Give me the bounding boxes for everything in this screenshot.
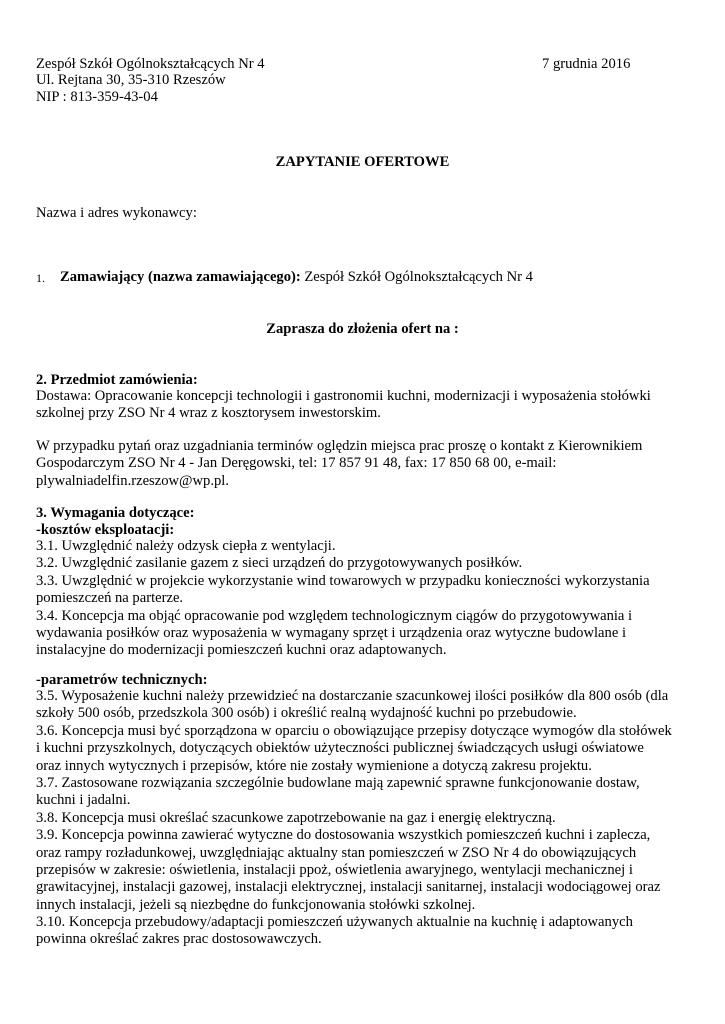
contact-line: W przypadku pytań oraz uzgadniania terminów oględzin miejsca prac proszę o kontakt z Kierownikiem bbox=[36, 438, 643, 454]
invitation-heading: Zaprasza do złożenia ofert na : bbox=[266, 321, 459, 337]
costs-heading: -kosztów eksploatacji: bbox=[36, 522, 175, 538]
contact-line: plywalniadelfin.rzeszow@wp.pl. bbox=[36, 472, 229, 489]
costs-line: 3.4. Koncepcja ma objąć opracowanie pod względem technologicznym ciągów do przygotowywania i bbox=[36, 607, 633, 624]
tech-line: oraz rampy rozładunkowej, uwzględniając aktualny stan pomieszczeń w ZSO Nr 4 do obowiązujących bbox=[36, 844, 637, 861]
costs-list bbox=[36, 538, 650, 660]
document-title: ZAPYTANIE OFERTOWE bbox=[275, 154, 450, 170]
tech-line: szkoły 500 osób, przedszkola 300 osób) i określić realną wydajność kuchni po przebudowie. bbox=[36, 705, 577, 722]
org-address: Ul. Rejtana 30, 35-310 Rzeszów bbox=[36, 72, 226, 88]
tech-line: 3.6. Koncepcja musi być sporządzona w oparciu o obowiązujące przepisy dotyczące wymogów dla stołówek bbox=[36, 722, 672, 739]
tech-line: 3.8. Koncepcja musi określać szacunkowe zapotrzebowanie na gaz i energię elektryczną. bbox=[36, 809, 556, 826]
org-name: Zespół Szkół Ogólnokształcących Nr 4 bbox=[36, 56, 265, 72]
tech-line: 3.10. Koncepcja przebudowy/adaptacji pomieszczeń używanych aktualnie na kuchnię i adaptowanych bbox=[36, 914, 633, 931]
tech-line: grawitacyjnej, instalacji gazowej, instalacji elektrycznej, instalacji sanitarnej, instalacji wodociągowej oraz bbox=[36, 879, 661, 896]
document-date: 7 grudnia 2016 bbox=[542, 56, 631, 72]
costs-line: 3.1. Uwzględnić należy odzysk ciepła z wentylacji. bbox=[36, 538, 336, 554]
tech-line: 3.5. Wyposażenie kuchni należy przewidzieć na dostarczanie szacunkowej ilości posiłków dla 800 osób (dla bbox=[36, 688, 669, 704]
contractor-label: Nazwa i adres wykonawcy: bbox=[36, 205, 197, 221]
section1-value: Zespół Szkół Ogólnokształcących Nr 4 bbox=[300, 269, 533, 285]
delivery-line: Dostawa: Opracowanie koncepcji technologii i gastronomii kuchni, modernizacji i wyposażenia stołówki bbox=[36, 388, 651, 404]
section3-heading: 3. Wymagania dotyczące: bbox=[36, 505, 195, 521]
tech-line: powinna określać zakres prac dostosowawczych. bbox=[36, 931, 322, 948]
costs-line: wydawania posiłków oraz wyposażenia w wymagany sprzęt i urządzenia oraz wytyczne budowlane i bbox=[36, 624, 627, 641]
org-nip: NIP : 813-359-43-04 bbox=[36, 89, 158, 105]
tech-line: innych instalacji, jeżeli są niezbędne do funkcjonowania stołówki szkolnej. bbox=[36, 896, 476, 913]
tech-line: kuchni i jadalni. bbox=[36, 792, 131, 809]
tech-list bbox=[36, 688, 672, 949]
tech-line: przepisów w zakresie: oświetlenia, instalacji ppoż, oświetlenia awaryjnego, wentylacji mechanicznej i bbox=[36, 861, 633, 878]
tech-line: 3.9. Koncepcja powinna zawierać wytyczne do dostosowania wszystkich pomieszczeń kuchni i zaplecza, bbox=[36, 827, 651, 844]
section2-heading: 2. Przedmiot zamówienia: bbox=[36, 372, 198, 388]
costs-line: 3.2. Uwzględnić zasilanie gazem z sieci urządzeń do przygotowywanych posiłków. bbox=[36, 555, 523, 572]
costs-line: pomieszczeń na parterze. bbox=[36, 590, 184, 607]
tech-heading: -parametrów technicznych: bbox=[36, 672, 208, 688]
section1-label: Zamawiający (nazwa zamawiającego): bbox=[60, 269, 301, 285]
costs-line: 3.3. Uwzględnić w projekcie wykorzystanie wind towarowych w przypadku konieczności wykorzystania bbox=[36, 572, 650, 589]
tech-line: 3.7. Zastosowane rozwiązania szczególnie budowlane mają zapewnić sprawne funkcjonowanie dostaw, bbox=[36, 774, 640, 791]
section1-number: 1. bbox=[36, 271, 45, 285]
delivery-line: szkolnej przy ZSO Nr 4 wraz z kosztorysem inwestorskim. bbox=[36, 405, 381, 422]
costs-line: instalacyjne do modernizacji pomieszczeń kuchni oraz adaptowanych. bbox=[36, 642, 447, 659]
section2-contact bbox=[36, 438, 642, 490]
section2-delivery bbox=[36, 388, 651, 423]
section1-line bbox=[60, 269, 533, 286]
tech-line: oraz innych wytycznych i przepisów, które nie zostały wymienione a dotyczą zakresu projektu. bbox=[36, 757, 592, 774]
tech-line: i kuchni przyszkolnych, dotyczących obiektów użyteczności publicznej świadczących usługi oświatowe bbox=[36, 740, 644, 757]
contact-line: Gospodarczym ZSO Nr 4 - Jan Deręgowski, tel: 17 857 91 48, fax: 17 850 68 00, e-mail: bbox=[36, 455, 557, 472]
